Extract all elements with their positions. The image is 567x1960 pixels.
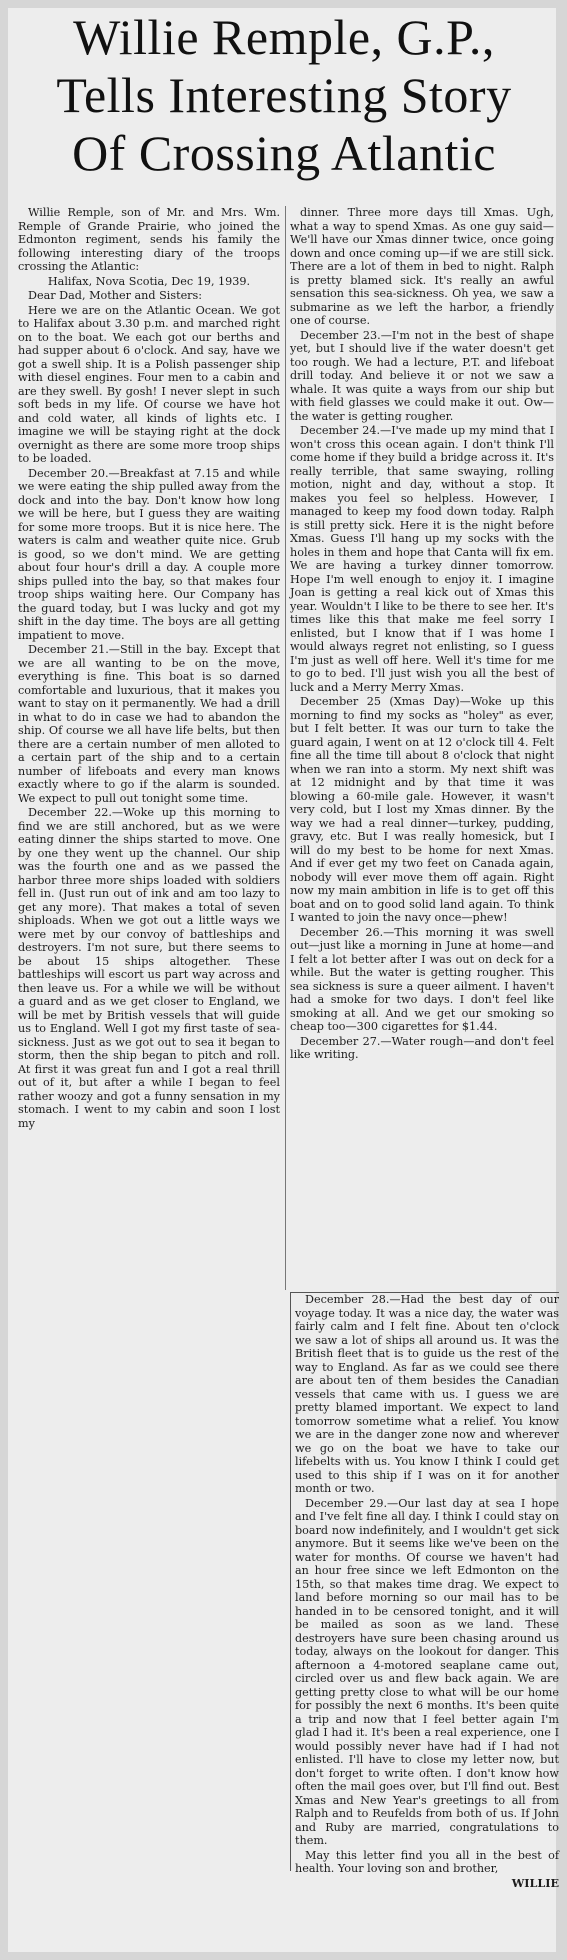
headline [10,8,558,182]
paragraph: December 24.—I've made up my mind that I won't cross this ocean again. I don't think I'll come home if they build a bridge across it. It's really terrible, that same swaying, rolling motion, night and day, without a stop. It makes you feel so helpless. However, I managed to keep my food down today. Ralph is still pretty sick. Here it is the night before Xmas. Guess I'll hang up my socks with the holes in them and hope that Canta will fix em. We are having a turkey dinner tomorrow. Hope I'm well enough to enjoy it. I imagine Joan is getting a real kick out of Xmas this year. Wouldn't I like to be there to see her. It's times like this that make me feel sorry I enlisted, but I know that if I was home I would always regret not enlisting, so I guess I'm just as well off here. Well it's time for me to go to bed. I'll just wish you all the best of luck and a Merry Merry Xmas. [290,424,555,694]
headline-line-2: Tells Interesting Story [56,67,512,123]
headline-line-1: Willie Remple, G.P., [73,9,495,65]
paragraph: December 21.—Still in the bay. Except that we are all wanting to be on the move, everything is fine. This boat is so darned comfortable and luxurious, that it makes you want to stay on it permanently. We had a drill in what to do in case we had to abandon the ship. Of course we all have life belts, but then there are a certain number of men alloted to a certain part of the ship and to a certain number of lifeboats and every man knows exactly where to go if the alarm is sounded. We expect to pull out tonight some time. [18,643,280,805]
paragraph: December 27.—Water rough—and don't feel like writing. [290,1034,554,1061]
paragraph: December 29.—Our last day at sea I hope and I've felt fine all day. I think I could stay on board now indefinitely, and I wouldn't get sick anymore. But it seems like we've been on the water for months. Of course we haven't had an hour free since we left Edmonton on the 15th, so that makes time drag. We expect to land before morning so our mail has to be handed in to be censored tonight, and it will be mailed as soon as we land. These destroyers have sure been chasing around us today, always on the lookout for danger. This afternoon a 4-motored seaplane came out, circled over us and flew back again. We are getting pretty close to what will be our home for possibly the next 6 months. It's been quite a trip and now that I feel better again I'm glad I had it. It's been a real experience, one I would possibly never have had if I had not enlisted. I'll have to close my letter now, but don't forget to write often. I don't know how often the mail goes over, but I'll find out. Best Xmas and New Year's greetings to all from Ralph and to Reufelds from both of us. If John and Ruby are married, congratulations to them. [295,1496,559,1847]
article-column-1 [18,206,280,1290]
paragraph: December 23.—I'm not in the best of shape yet, but I should live if the water doesn't get too rough. We had a lecture, P.T. and lifeboat drill today. And believe it or not we saw a whale. It was quite a ways from our ship but with field glasses we could make it out. Ow—the water is getting rougher. [290,328,554,423]
article-column-2 [290,206,554,1290]
paragraph: Here we are on the Atlantic Ocean. We got to Halifax about 3.30 p.m. and marched right on to the boat. We each got our berths and had supper about 6 o'clock. And say, have we got a swell ship. It is a Polish passenger ship with diesel engines. Four men to a cabin and are they swell. By gosh! I never slept in such soft beds in my life. Of course we have hot and cold water, all kinds of lights etc. I imagine we will be staying right at the dock overnight as there are some more troop ships to be loaded. [18,303,280,465]
signature: WILLIE [511,1875,559,1890]
salutation: Dear Dad, Mother and Sisters: [28,289,203,302]
paragraph: dinner. Three more days till Xmas. Ugh, what a way to spend Xmas. As one guy said—We'll have our Xmas dinner twice, once going down and once coming up—if we are still sick. There are a lot of them in bed to night. Ralph is pretty blamed sick. It's really an awful sensation this sea-sickness. Oh yea, we saw a submarine as we left the harbor, a friendly one of course. [290,206,554,327]
article-column-3 [290,1292,559,1890]
headline-line-3: Of Crossing Atlantic [72,125,496,181]
dateline: Halifax, Nova Scotia, Dec 19, 1939. [47,274,251,288]
column-divider [285,206,286,1290]
paragraph: December 26.—This morning it was swell out—just like a morning in June at home—and I felt a lot better after I was out on deck for a while. But the water is getting rougher. This sea sickness is sure a queer ailment. I haven't had a smoke for two days. I don't feel like smoking at all. And we get our smoking so cheap too—300 cigarettes for $1.44. [290,925,554,1033]
paragraph: December 22.—Woke up this morning to find we are still anchored, but as we were eating dinner the ships started to move. One by one they went up the channel. Our ship was the fourth one and as we passed the harbor three more ships loaded with soldiers fell in. (Just run out of ink and am too lazy to get any more). That makes a total of seven shiploads. When we got out a little ways we were met by our convoy of battleships and destroyers. I'm not sure, but there seems to be about 15 ships altogether. These battleships will escort us part way across and then leave us. For a while we will be without a guard and as we get closer to England, we will be met by British vessels that will guide us to England. Well I got my first taste of sea-sickness. Just as we got out to sea it began to storm, then the ship began to pitch and roll. At first it was great fun and I got a real thrill out of it, but after a while I began to feel rather woozy and got a funny sensation in my stomach. I went to my cabin and soon I lost my [18,806,280,1130]
article-intro: Willie Remple, son of Mr. and Mrs. Wm. Remple of Grande Prairie, who joined the Edmonton regiment, sends his family the following interesting diary of the troops crossing the Atlantic: [18,206,280,273]
paragraph: December 20.—Breakfast at 7.15 and while we were eating the ship pulled away from the dock and into the bay. Don't know how long we will be here, but I guess they are waiting for some more troops. But it is nice here. The waters is calm and weather quite nice. Grub is good, so we don't mind. We are getting about four hour's drill a day. A couple more ships pulled into the bay, so that makes four troop ships waiting here. Our Company has the guard today, but I was lucky and got my shift in the day time. The boys are all getting impatient to move. [18,466,280,642]
paragraph: December 28.—Had the best day of our voyage today. It was a nice day, the water was fairly calm and I felt fine. About ten o'clock we saw a lot of ships all around us. It was the British fleet that is to guide us the rest of the way to England. As far as we could see there are about ten of them besides the Canadian vessels that came with us. I guess we are pretty blamed important. We expect to land tomorrow sometime what a relief. You know we are in the danger zone now and wherever we go on the boat we have to take our lifebelts with us. You know I think I could get used to this ship if I was on it for another month or two. [295,1293,559,1495]
paragraph: December 25 (Xmas Day)—Woke up this morning to find my socks as "holey" as ever, but I felt better. It was our turn to take the guard again, I went on at 12 o'clock till 4. Felt fine all the time till about 8 o'clock that night when we ran into a storm. My next shift was at 12 midnight and by that time it was blowing a 60-mile gale. However, it wasn't very cold, but I lost my Xmas dinner. By the way we had a real dinner—turkey, pudding, gravy, etc. But I was really homesick, but I will do my best to be home for next Xmas. And if ever get my two feet on Canada again, nobody will ever move them off again. Right now my main ambition in life is to get off this boat and on to good solid land again. To think I wanted to join the navy once—phew! [290,695,554,924]
paragraph: May this letter find you all in the best of health. Your loving son and brother, [295,1848,559,1875]
